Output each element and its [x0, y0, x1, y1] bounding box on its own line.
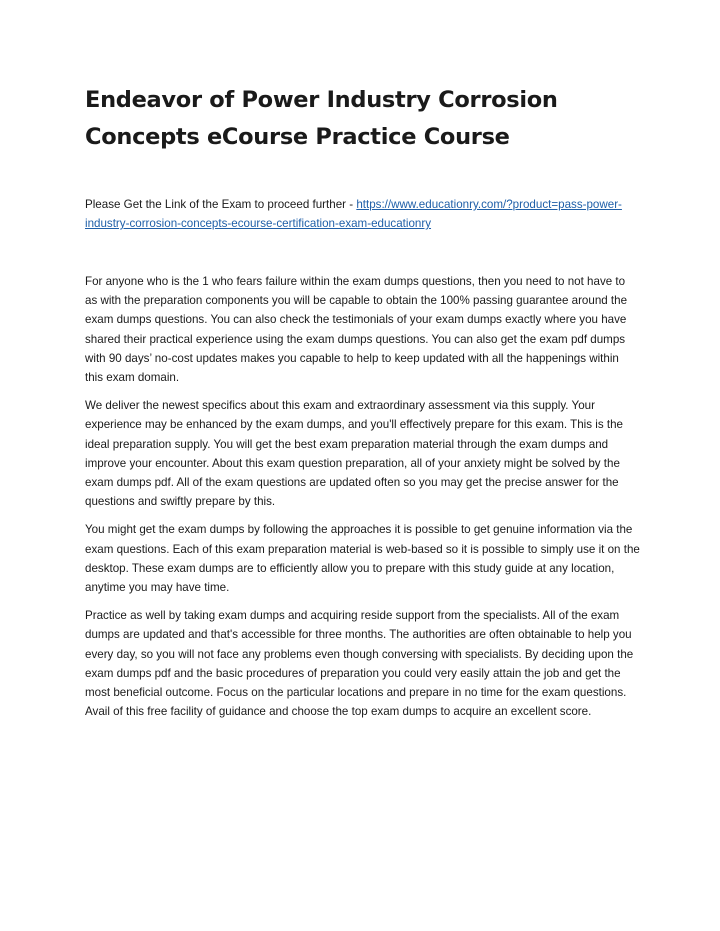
- document-page: [85, 0, 640, 730]
- intro-paragraph: [85, 195, 640, 233]
- paragraph-2: We deliver the newest specifics about this exam and extraordinary assessment via this supply. Your experience may be enhanced by the exam dumps, and you'll effectively prepare for this exam. This is the ideal preparation supply. You will get the best exam preparation material through the exam dumps and improve your encounter. About this exam question preparation, all of your anxiety might be solved by the exam dumps pdf. All of the exam questions are updated often so you may get the precise answer for the questions and swiftly prepare by this.: [85, 399, 623, 509]
- intro-text: Please Get the Link of the Exam to proceed further -: [85, 198, 357, 211]
- paragraph-4: Practice as well by taking exam dumps and acquiring reside support from the specialists. All of the exam dumps are updated and that's accessible for three months. The authorities are often obtainable to help you every day, so you will not face any problems even though conversing with specialists. By deciding upon the exam dumps pdf and the basic procedures of preparation you could very easily attain the job and get the most beneficial outcome. Focus on the particular locations and prepare in no time for the exam questions. Avail of this free facility of guidance and choose the top exam dumps to acquire an excellent score.: [85, 609, 634, 719]
- paragraph-3: You might get the exam dumps by following the approaches it is possible to get genuine information via the exam questions. Each of this exam preparation material is web-based so it is possible to simply use it on the desktop. These exam dumps are to efficiently allow you to prepare with this study guide at any location, anytime you may have time.: [85, 523, 640, 595]
- paragraph-1: For anyone who is the 1 who fears failure within the exam dumps questions, then you need to not have to as with the preparation components you will be capable to obtain the 100% passing guarantee around the exam dumps questions. You can also check the testimonials of your exam dumps exactly where you have shared their practical experience using the exam dumps questions. You can also get the exam pdf dumps with 90 days’ no-cost updates makes you capable to help to keep updated with all the happenings within this exam domain.: [85, 275, 628, 385]
- title-line-2: Concepts eCourse Practice Course: [85, 124, 510, 150]
- document-title: [85, 82, 640, 156]
- body-text: [85, 272, 640, 721]
- title-line-1: Endeavor of Power Industry Corrosion: [85, 87, 558, 113]
- exam-link[interactable]: https://www.educationry.com/?product=pass-power-industry-corrosion-concepts-ecourse-certification-exam-educationry: [85, 198, 622, 230]
